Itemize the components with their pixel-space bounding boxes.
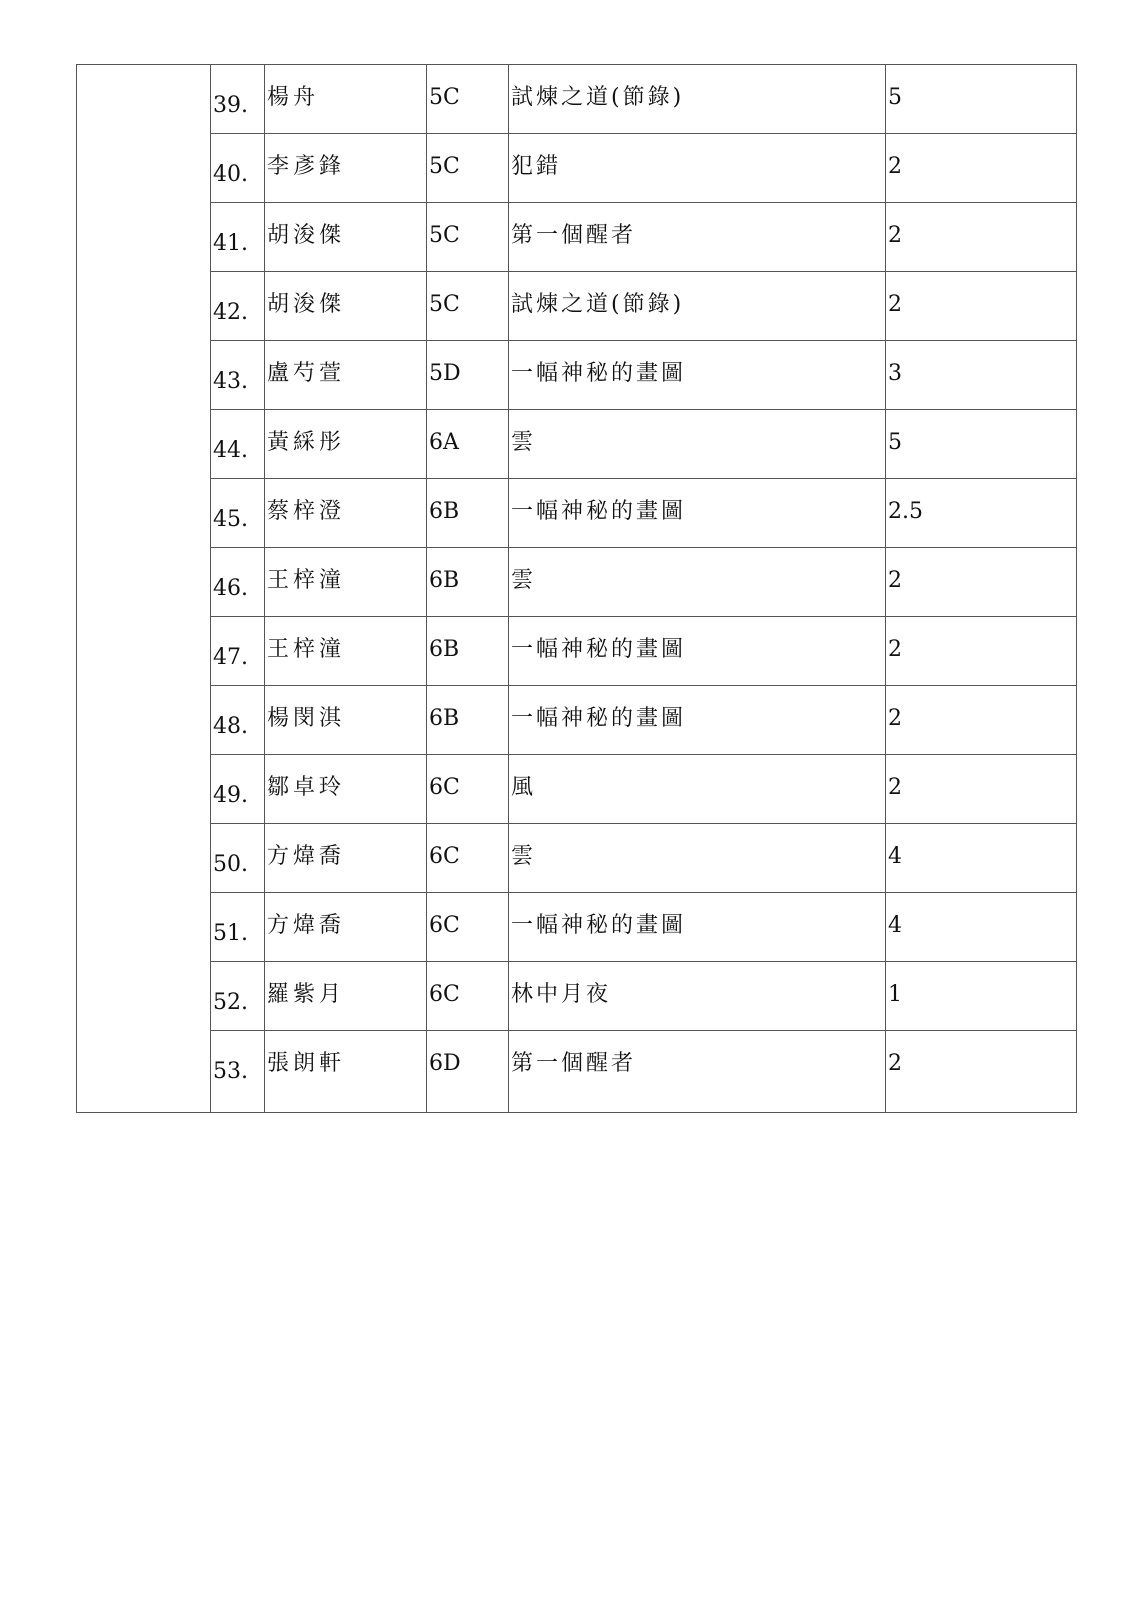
student-name: 楊舟 [267,85,320,110]
work-title: 雲 [511,568,537,593]
work-title: 試煉之道(節錄) [511,85,685,110]
row-number: 52. [213,990,248,1015]
score-value: 4 [888,844,902,869]
work-title: 一幅神秘的畫圖 [511,913,687,938]
class-code: 6A [429,430,459,455]
class-code: 6C [429,982,460,1007]
row-number: 49. [213,783,248,808]
work-title: 一幅神秘的畫圖 [511,499,687,524]
score-value: 2 [888,292,902,317]
table-row [76,547,1077,616]
student-name: 蔡梓澄 [267,499,346,524]
score-value: 2.5 [888,499,923,524]
table-row [76,754,1077,823]
class-code: 6B [429,568,460,593]
class-code: 5C [429,292,460,317]
row-number: 51. [213,921,248,946]
student-name: 盧芍萱 [267,361,346,386]
work-title: 一幅神秘的畫圖 [511,706,687,731]
score-value: 4 [888,913,902,938]
class-code: 6B [429,637,460,662]
student-name: 鄒卓玲 [267,775,346,800]
work-title: 一幅神秘的畫圖 [511,361,687,386]
row-number: 53. [213,1059,248,1084]
row-number: 41. [213,231,248,256]
work-title: 試煉之道(節錄) [511,292,685,317]
student-name: 王梓潼 [267,637,346,662]
table-row [76,133,1077,202]
table-row [76,823,1077,892]
table-row [76,202,1077,271]
table-row [76,409,1077,478]
class-code: 6B [429,706,460,731]
work-title: 第一個醒者 [511,223,637,248]
score-value: 2 [888,223,902,248]
score-value: 2 [888,1051,902,1076]
class-code: 5C [429,85,460,110]
row-number: 40. [213,162,248,187]
class-code: 5C [429,154,460,179]
table-row [76,892,1077,961]
class-code: 6C [429,913,460,938]
row-number: 47. [213,645,248,670]
score-value: 5 [888,430,902,455]
work-title: 林中月夜 [511,982,612,1007]
work-title: 一幅神秘的畫圖 [511,637,687,662]
class-code: 6C [429,775,460,800]
student-name: 方煒喬 [267,913,346,938]
table-row [76,685,1077,754]
student-name: 王梓潼 [267,568,346,593]
score-value: 1 [888,982,902,1007]
student-name: 黃綵彤 [267,430,346,455]
work-title: 雲 [511,844,537,869]
class-code: 6B [429,499,460,524]
work-title: 犯錯 [511,154,562,179]
score-value: 5 [888,85,902,110]
row-number: 42. [213,300,248,325]
table-row [76,616,1077,685]
class-code: 5C [429,223,460,248]
student-name: 張朗軒 [267,1051,346,1076]
row-number: 50. [213,852,248,877]
table-row [76,340,1077,409]
score-value: 2 [888,637,902,662]
work-title: 第一個醒者 [511,1051,637,1076]
table-row [76,271,1077,340]
row-number: 45. [213,507,248,532]
row-number: 39. [213,93,248,118]
score-value: 2 [888,706,902,731]
table-row [76,478,1077,547]
student-name: 楊閔淇 [267,706,346,731]
class-code: 6C [429,844,460,869]
student-name: 羅紫月 [267,982,346,1007]
row-number: 43. [213,369,248,394]
student-name: 胡浚傑 [267,292,346,317]
results-table [76,64,1077,1113]
table-row [76,961,1077,1030]
row-number: 48. [213,714,248,739]
score-value: 2 [888,568,902,593]
score-value: 2 [888,775,902,800]
score-value: 2 [888,154,902,179]
class-code: 5D [429,361,461,386]
score-value: 3 [888,361,902,386]
row-number: 44. [213,438,248,463]
table-border-bottom [76,1112,1077,1113]
row-number: 46. [213,576,248,601]
student-name: 方煒喬 [267,844,346,869]
work-title: 雲 [511,430,537,455]
work-title: 風 [511,775,537,800]
class-code: 6D [429,1051,461,1076]
table-row [76,64,1077,133]
table-row [76,1030,1077,1099]
student-name: 李彥鋒 [267,154,346,179]
student-name: 胡浚傑 [267,223,346,248]
